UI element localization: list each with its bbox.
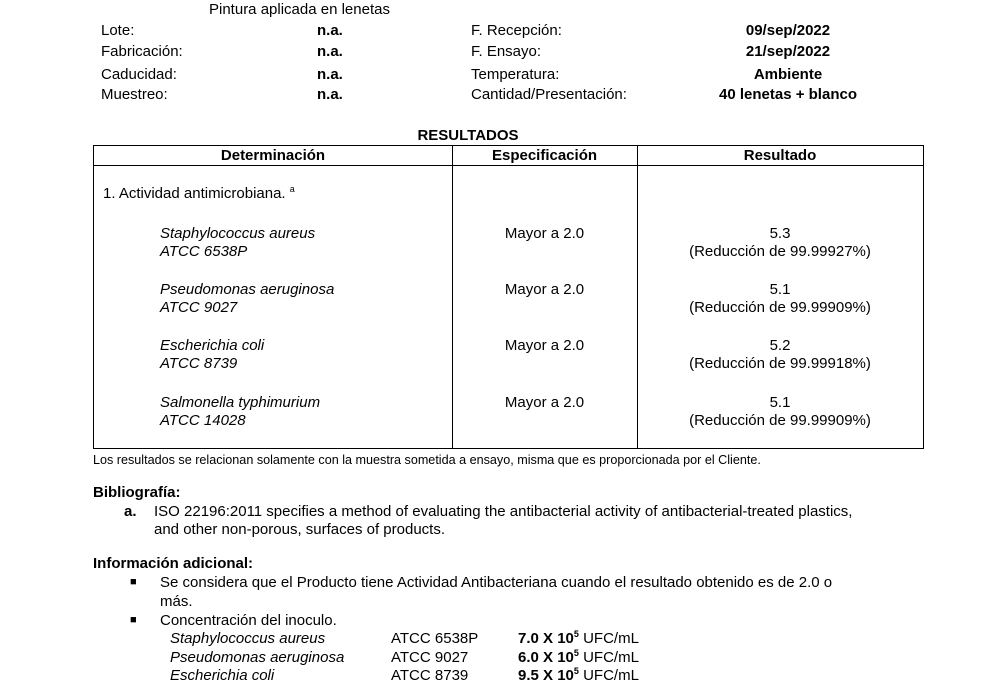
inoculum-strain: ATCC 8739 [391, 667, 469, 684]
inoculum-concentration [518, 649, 639, 666]
bullet-icon: ■ [130, 576, 137, 588]
fabricacion-value: n.a. [317, 43, 343, 60]
ensayo-value: 21/sep/2022 [745, 43, 831, 60]
inoculum-organism: Pseudomonas aeruginosa [170, 649, 345, 666]
organism-name: Staphylococcus aureus [160, 225, 316, 242]
inoculum-concentration [518, 630, 639, 647]
inoculum-unit: UFC/mL [583, 667, 639, 684]
specification: Mayor a 2.0 [504, 225, 585, 242]
bibliografia-title: Bibliografía: [93, 484, 181, 501]
organism-name: Pseudomonas aeruginosa [160, 281, 335, 298]
result-reduction: (Reducción de 99.99927%) [689, 243, 871, 260]
inoculum-mantissa: 6.0 X 10 [518, 649, 574, 666]
temperatura-label: Temperatura: [471, 66, 560, 83]
bibliografia-marker: a. [124, 503, 137, 520]
info-bullet-text: Se considera que el Producto tiene Actividad Antibacteriana cuando el resultado obtenido es de 2.0 o [160, 574, 833, 591]
specification: Mayor a 2.0 [504, 394, 585, 411]
inoculum-unit: UFC/mL [583, 649, 639, 666]
ensayo-label: F. Ensayo: [471, 43, 542, 60]
section-footnote-marker: a [289, 184, 295, 194]
inoculum-mantissa: 7.0 X 10 [518, 630, 574, 647]
header-especificacion: Especificación [491, 147, 598, 164]
specification: Mayor a 2.0 [504, 281, 585, 298]
muestreo-label: Muestreo: [101, 86, 168, 103]
inoculum-organism: Escherichia coli [170, 667, 275, 684]
table-header-divider [94, 165, 923, 166]
info-bullet-text: más. [160, 593, 193, 610]
bullet-icon: ■ [130, 614, 137, 626]
caducidad-value: n.a. [317, 66, 343, 83]
lote-value: n.a. [317, 22, 343, 39]
info-bullet-text: Concentración del inoculo. [160, 612, 337, 629]
bibliografia-line: and other non-porous, surfaces of products. [154, 521, 446, 538]
organism-strain: ATCC 9027 [160, 299, 238, 316]
results-title: RESULTADOS [417, 127, 519, 144]
result-reduction: (Reducción de 99.99909%) [689, 299, 871, 316]
inoculum-exponent: 5 [573, 666, 579, 676]
result-reduction: (Reducción de 99.99909%) [689, 412, 871, 429]
section-label [103, 185, 295, 203]
cantidad-label: Cantidad/Presentación: [471, 86, 627, 103]
lote-label: Lote: [101, 22, 135, 39]
section-label-text: 1. Actividad antimicrobiana. [103, 185, 286, 202]
organism-name: Salmonella typhimurium [160, 394, 321, 411]
recepcion-label: F. Recepción: [471, 22, 562, 39]
temperatura-value: Ambiente [753, 66, 823, 83]
sample-description: Pintura aplicada en lenetas [209, 1, 390, 18]
muestreo-value: n.a. [317, 86, 343, 103]
inoculum-exponent: 5 [573, 629, 579, 639]
inoculum-exponent: 5 [573, 648, 579, 658]
results-table [93, 145, 924, 449]
cantidad-value: 40 lenetas + blanco [719, 86, 857, 103]
bibliografia-line: ISO 22196:2011 specifies a method of evaluating the antibacterial activity of antibacterial-treated plastics, [154, 503, 853, 520]
inoculum-concentration [518, 667, 639, 684]
result-value: 5.3 [769, 225, 791, 242]
result-value: 5.2 [769, 337, 791, 354]
specification: Mayor a 2.0 [504, 337, 585, 354]
recepcion-value: 09/sep/2022 [745, 22, 831, 39]
inoculum-strain: ATCC 6538P [391, 630, 479, 647]
caducidad-label: Caducidad: [101, 66, 177, 83]
header-resultado: Resultado [743, 147, 817, 164]
organism-strain: ATCC 6538P [160, 243, 248, 260]
inoculum-mantissa: 9.5 X 10 [518, 667, 574, 684]
inoculum-unit: UFC/mL [583, 630, 639, 647]
organism-name: Escherichia coli [160, 337, 265, 354]
header-determinacion: Determinación [220, 147, 326, 164]
info-adicional-title: Información adicional: [93, 555, 254, 572]
inoculum-organism: Staphylococcus aureus [170, 630, 326, 647]
organism-strain: ATCC 8739 [160, 355, 238, 372]
results-footnote: Los resultados se relacionan solamente con la muestra sometida a ensayo, misma que es proporcionada por el Cliente. [93, 453, 761, 467]
result-value: 5.1 [769, 281, 791, 298]
inoculum-strain: ATCC 9027 [391, 649, 469, 666]
fabricacion-label: Fabricación: [101, 43, 183, 60]
organism-strain: ATCC 14028 [160, 412, 246, 429]
result-value: 5.1 [769, 394, 791, 411]
result-reduction: (Reducción de 99.99918%) [689, 355, 871, 372]
